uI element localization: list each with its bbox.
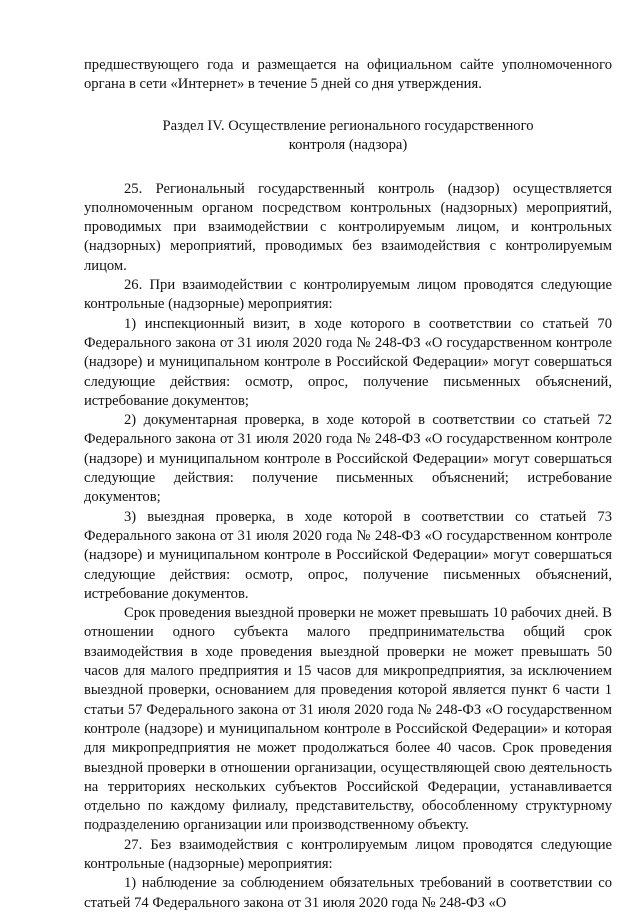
section-heading-line-1: Раздел IV. Осуществление регионального государственного: [162, 117, 534, 134]
document-page: [84, 56, 612, 913]
paragraph-26: 26. При взаимодействии с контролируемым лицом проводятся следующие контрольные (надзорные) мероприятия:: [84, 277, 612, 313]
list-item-inspection-visit: 1) инспекционный визит, в ходе которого в соответствии со статьей 70 Федерального закона от 31 июля 2020 года № 248-ФЗ «О государственном контроле (надзоре) и муниципальном контроле в Российской Федерации» могут совершаться следующие действия: осмотр, опрос, получение письменных объяснений, истребование документов;: [84, 315, 612, 409]
section-heading-line-2: контроля (надзора): [288, 137, 408, 154]
paragraph-field-check-duration: Срок проведения выездной проверки не может превышать 10 рабочих дней. В отношении одного субъекта малого предпринимательства общий срок взаимодействия в ходе проведения выездной проверки не может превышать 50 часов для малого предприятия и 15 часов для микропредприятия, за исключением выездной проверки, основанием для проведения которой является пункт 6 части 1 статьи 57 Федерального закона от 31 июля 2020 года № 248-ФЗ «О государственном контроле (надзоре) и муниципальном контроле в Российской Федерации» и которая для микропредприятия не может продолжаться более 40 часов. Срок проведения выездной проверки в отношении организации, осуществляющей свою деятельность на территориях нескольких субъектов Российской Федерации, устанавливается отдельно по каждому филиалу, представительству, обособленному структурному подразделению организации или производственному объекту.: [84, 605, 612, 834]
paragraph-25: 25. Региональный государственный контроль (надзор) осуществляется уполномоченным органом посредством контрольных (надзорных) мероприятий, проводимых при взаимодействии с контролируемым лицом, и контрольных (надзорных) мероприятий, проводимых без взаимодействия с контролируемым лицом.: [84, 180, 612, 274]
paragraph-27: 27. Без взаимодействия с контролируемым лицом проводятся следующие контрольные (надзорные) мероприятия:: [84, 836, 612, 872]
list-item-documentary-check: 2) документарная проверка, в ходе которой в соответствии со статьей 72 Федерального закона от 31 июля 2020 года № 248-ФЗ «О государственном контроле (надзоре) и муниципальном контроле в Российской Федерации» могут совершаться следующие действия: получение письменных объяснений; истребование документов;: [84, 412, 612, 506]
list-item-observation: 1) наблюдение за соблюдением обязательных требований в соответствии со статьей 74 Федерального закона от 31 июля 2020 года № 248-ФЗ «О: [84, 875, 612, 911]
list-item-field-check: 3) выездная проверка, в ходе которой в соответствии со статьей 73 Федерального закона от 31 июля 2020 года № 248-ФЗ «О государственном контроле (надзоре) и муниципальном контроле в Российской Федерации» могут совершаться следующие действия: осмотр, опрос, получение письменных объяснений, истребование документов.: [84, 508, 612, 602]
section-heading: [84, 117, 612, 156]
continuation-paragraph: предшествующего года и размещается на официальном сайте уполномоченного органа в сети «Интернет» в течение 5 дней со дня утверждения.: [84, 57, 612, 93]
